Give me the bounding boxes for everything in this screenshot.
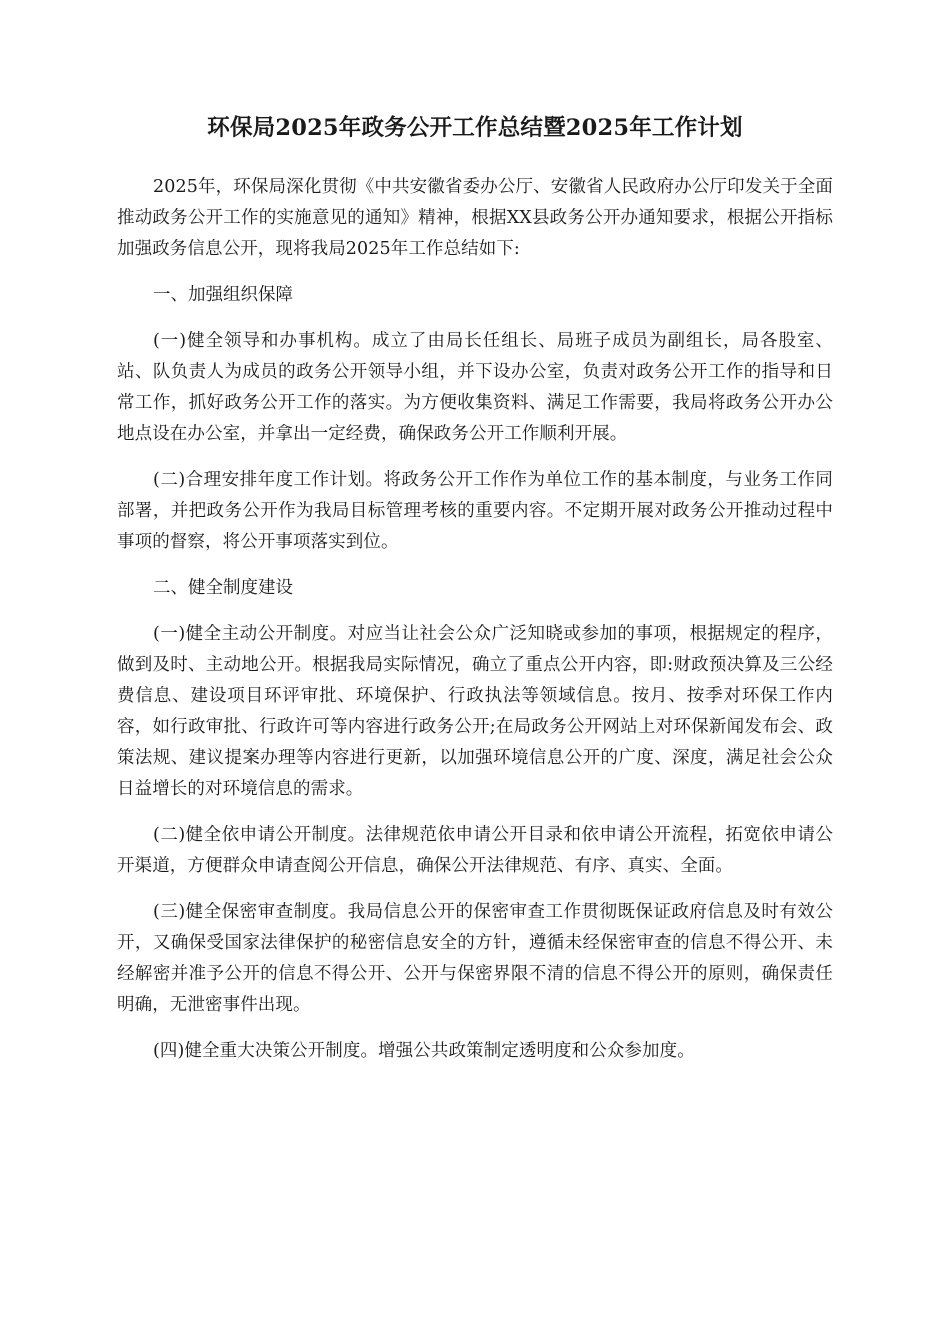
paragraph-leadership-body: (一)健全领导和办事机构。成立了由局长任组长、局班子成员为副组长，局各股室、站、队负责人为成员的政务公开领导小组，并下设办公室，负责对政务公开工作的指导和日常工作，抓好政务公开工作的落实。为方便收集资料、满足工作需要，我局将政务公开办公地点设在办公室，并拿出一定经费，确保政务公开工作顺利开展。 (117, 331, 833, 444)
paragraph-confidentiality-review: (三)健全保密审查制度。我局信息公开的保密审查工作贯彻既保证政府信息及时有效公开，又确保受国家法律保护的秘密信息安全的方针，遵循未经保密审查的信息不得公开、未经解密并准予公开的信息不得公开、公开与保密界限不清的信息不得公开的原则，确保责任明确，无泄密事件出现。 (117, 902, 833, 1015)
paragraph-proactive-disclosure: (一)健全主动公开制度。对应当让社会公众广泛知晓或参加的事项，根据规定的程序，做到及时、主动地公开。根据我局实际情况，确立了重点公开内容，即:财政预决算及三公经费信息、建设项目环评审批、环境保护、行政执法等领域信息。按月、按季对环保工作内容，如行政审批、行政许可等内容进行政务公开;在局政务公开网站上对环保新闻发布会、政策法规、建议提案办理等内容进行更新，以加强环境信息公开的广度、深度，满足社会公众日益增长的对环境信息的需求。 (117, 624, 833, 799)
section-heading-systems: 二、健全制度建设 (153, 578, 293, 598)
document-title: 环保局2025年政务公开工作总结暨2025年工作计划 (207, 115, 743, 141)
intro-paragraph: 2025年，环保局深化贯彻《中共安徽省委办公厅、安徽省人民政府办公厅印发关于全面推动政务公开工作的实施意见的通知》精神，根据XX县政务公开办通知要求，根据公开指标加强政务信息公开，现将我局2025年工作总结如下: (117, 177, 833, 259)
section-heading-organization: 一、加强组织保障 (153, 285, 293, 305)
paragraph-major-decisions: (四)健全重大决策公开制度。增强公共政策制定透明度和公众参加度。 (153, 1041, 695, 1061)
document-page (117, 110, 833, 1082)
paragraph-annual-plan: (二)合理安排年度工作计划。将政务公开工作作为单位工作的基本制度，与业务工作同部署，并把政务公开作为我局目标管理考核的重要内容。不定期开展对政务公开推动过程中事项的督察，将公开事项落实到位。 (117, 470, 833, 552)
paragraph-request-disclosure: (二)健全依申请公开制度。法律规范依申请公开目录和依申请公开流程，拓宽依申请公开渠道，方便群众申请查阅公开信息，确保公开法律规范、有序、真实、全面。 (117, 825, 833, 876)
